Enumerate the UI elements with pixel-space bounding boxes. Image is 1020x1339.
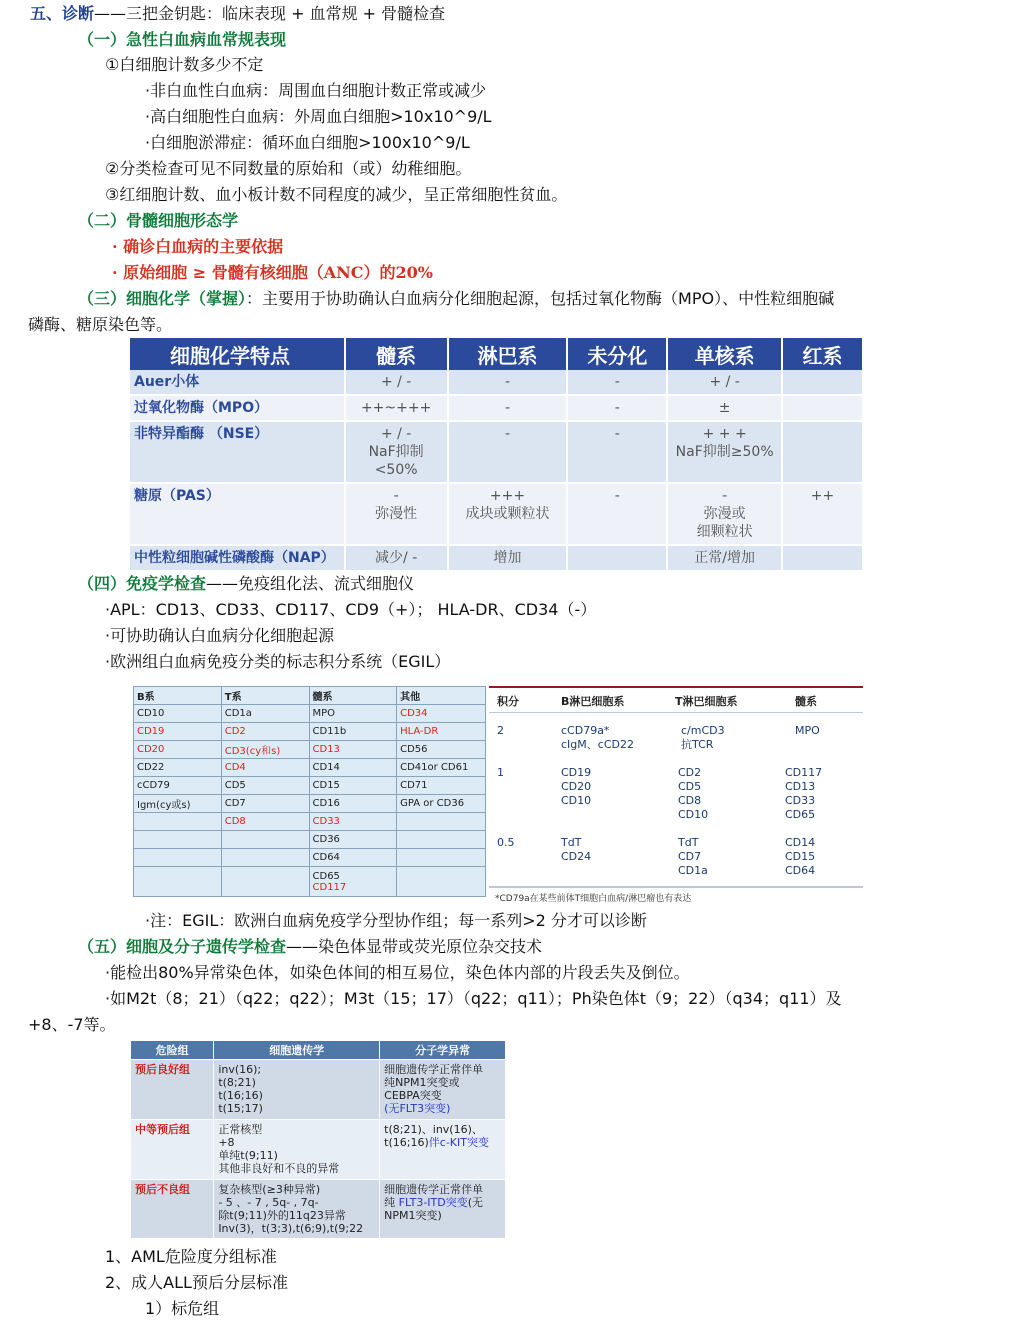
cell-line: 弥漫性 — [375, 506, 418, 522]
table-cell: ± — [667, 395, 782, 421]
table-row — [134, 741, 486, 759]
text-line: ·可协助确认白血病分化细胞起源 — [105, 626, 335, 645]
subsection-title-2: （二）骨髓细胞形态学 — [78, 211, 239, 230]
table-cell — [309, 867, 397, 897]
table-cell: 过氧化物酶（MPO） — [130, 395, 345, 421]
table-row — [134, 813, 486, 831]
table-cell — [782, 395, 863, 421]
subsection-3-text: ：主要用于协助确认白血病分化细胞起源，包括过氧化物酶（MPO）、中性粒细胞碱 — [246, 289, 835, 308]
table-header: 积分 — [497, 695, 519, 708]
table-cell: 减少/ - — [345, 545, 448, 571]
cell-line: CD117 — [312, 881, 347, 893]
table-row — [130, 421, 863, 483]
table-cell — [448, 483, 568, 545]
table-cell: CD1a — [221, 705, 309, 723]
subsection-title-1: （一）急性白血病血常规表现 — [78, 30, 287, 49]
note-line: ·注：EGIL：欧洲白血病免疫学分型协作组；每一系列>2 分才可以诊断 — [145, 911, 647, 930]
table-cell: CD14 CD15 CD64 — [785, 836, 816, 877]
table-header: 细胞化学特点 — [130, 338, 345, 370]
table-cell — [380, 1180, 506, 1239]
table-cell: cCD79a* cIgM、cCD22 — [561, 724, 634, 751]
text-line: 1）标危组 — [145, 1299, 220, 1318]
table-row — [130, 483, 863, 545]
table-cell — [134, 831, 222, 849]
table-cell — [134, 867, 222, 897]
table-cell: ++~+++ — [345, 395, 448, 421]
subsection-title-3: （三）细胞化学（掌握） — [78, 289, 247, 308]
table-cell — [667, 483, 782, 545]
cell-line: NaF抑制 — [368, 444, 424, 460]
table-cell: CD36 — [309, 831, 397, 849]
text-line: ·APL：CD13、CD33、CD117、CD9（+）； HLA-DR、CD34（-） — [105, 600, 597, 619]
cell-text: 细胞遗传学正常伴单 纯 — [384, 1183, 484, 1209]
table-cell: - — [567, 421, 667, 483]
table-cell: MPO — [309, 705, 397, 723]
table-row — [131, 1060, 506, 1120]
text-line: ①白细胞计数多少不定 — [105, 55, 264, 74]
table-header: 髓系 — [795, 695, 817, 708]
cell-line: CD65 — [312, 870, 340, 882]
table-cell — [134, 849, 222, 867]
text-line: ·如M2t（8；21）（q22；q22）；M3t（15；17）（q22；q11）；Ph染色体t（9；22）（q34；q11）及 — [105, 989, 842, 1008]
text-line: 1、AML危险度分组标准 — [105, 1247, 277, 1266]
subsection-5-text: ——染色体显带或荧光原位杂交技术 — [286, 937, 543, 956]
text-line: 2、成人ALL预后分层标准 — [105, 1273, 288, 1292]
table-cell — [134, 813, 222, 831]
table-cell: CD10 — [134, 705, 222, 723]
table-cell: 糖原（PAS） — [130, 483, 345, 545]
table-cell: Auer小体 — [130, 370, 345, 395]
text-line: ·高白细胞性白血病：外周血白细胞>10x10^9/L — [145, 107, 492, 126]
text-line: ③红细胞计数、血小板计数不同程度的减少，呈正常细胞性贫血。 — [105, 185, 568, 204]
table-row — [134, 831, 486, 849]
table-cell — [380, 1060, 506, 1120]
table-cell: CD56 — [397, 741, 486, 759]
table-header: 危险组 — [131, 1041, 214, 1060]
table-cell: GPA or CD36 — [397, 795, 486, 813]
text-line: ·白细胞淤滞症：循环血白细胞>100x10^9/L — [145, 133, 470, 152]
table-cell: CD2 — [221, 723, 309, 741]
table-cell: 增加 — [448, 545, 568, 571]
table-cell: TdT CD7 CD1a — [678, 836, 708, 877]
subsection-3-line — [78, 289, 834, 309]
table-header-row — [131, 1041, 506, 1060]
table-row — [134, 795, 486, 813]
table-cell: CD7 — [221, 795, 309, 813]
table-row — [130, 545, 863, 571]
table-cell: 复杂核型(≥3种异常) - 5 、- 7 , 5q- , 7q- 除t(9;11)外的11q23异常 Inv(3)，t(3;3),t(6;9),t(9;22 — [214, 1180, 380, 1239]
table-cell — [221, 831, 309, 849]
table-cell — [397, 867, 486, 897]
table-cell — [221, 867, 309, 897]
cell-text: FLT3-ITD突变 — [398, 1196, 468, 1209]
table-row — [134, 849, 486, 867]
cell-line: +++ — [489, 488, 526, 504]
cell-text: (无 NPM1突变) — [384, 1196, 484, 1222]
table-header: 其他 — [397, 687, 486, 705]
cell-text: (无FLT3突变) — [384, 1102, 451, 1115]
table-cell — [567, 545, 667, 571]
divider — [489, 886, 863, 887]
table-cell: - — [448, 395, 568, 421]
table-row — [131, 1180, 506, 1239]
table-cell: CD117 CD13 CD33 CD65 — [785, 766, 823, 821]
table-cell: inv(16); t(8;21) t(16;16) t(15;17) — [214, 1060, 380, 1120]
heading-number: 五、诊断 — [30, 4, 95, 23]
table-cell — [667, 421, 782, 483]
cell-line: NaF抑制≥50% — [675, 444, 774, 460]
risk-group: 预后不良组 — [131, 1180, 214, 1239]
table-header-row — [134, 687, 486, 705]
table-cell — [380, 1120, 506, 1180]
table-cell: - — [448, 370, 568, 395]
table-cell: CD71 — [397, 777, 486, 795]
table-cell — [782, 545, 863, 571]
table-cell: CD22 — [134, 759, 222, 777]
table-row — [131, 1120, 506, 1180]
table-cell — [221, 849, 309, 867]
table-cell: CD13 — [309, 741, 397, 759]
table-cell: - — [567, 483, 667, 545]
section-heading — [30, 4, 445, 24]
table-cell: 正常/增加 — [667, 545, 782, 571]
cell-line: + + + — [702, 426, 747, 442]
table-cell: MPO — [795, 724, 820, 737]
table-header: T淋巴细胞系 — [675, 695, 738, 708]
heading-text: ——三把金钥匙：临床表现 + 血常规 + 骨髓检查 — [94, 4, 446, 23]
table-header: 髓系 — [345, 338, 448, 370]
egil-score-table — [489, 686, 863, 904]
table-cell: - — [567, 370, 667, 395]
subsection-4-text: ——免疫组化法、流式细胞仪 — [206, 574, 415, 593]
cell-line: + / - — [380, 426, 412, 442]
table-cell: TdT CD24 — [561, 836, 592, 863]
table-cell — [397, 813, 486, 831]
cell-line: - — [722, 488, 728, 504]
table-cell: CD15 — [309, 777, 397, 795]
cytochemistry-table — [130, 338, 864, 572]
text-line: ·欧洲组白血病免疫分类的标志积分系统（EGIL） — [105, 652, 451, 671]
risk-group: 预后良好组 — [131, 1060, 214, 1120]
table-cell: ++ — [782, 483, 863, 545]
score: 1 — [497, 766, 504, 779]
table-cell — [397, 831, 486, 849]
table-cell: c/mCD3 抗TCR — [681, 724, 725, 751]
subsection-title-4: （四）免疫学检查 — [78, 574, 207, 593]
table-header: T系 — [221, 687, 309, 705]
table-row — [130, 395, 863, 421]
text-line: ·非白血性白血病：周围血白细胞计数正常或减少 — [145, 81, 487, 100]
table-cell: 非特异酯酶 （NSE） — [130, 421, 345, 483]
cell-line: 成块或颗粒状 — [465, 506, 550, 522]
table-header: 分子学异常 — [380, 1041, 506, 1060]
table-cell: + / - — [345, 370, 448, 395]
table-cell: CD4 — [221, 759, 309, 777]
table-cell — [782, 421, 863, 483]
cell-text: 细胞遗传学正常伴单 纯NPM1突变或 CEBPA突变 — [384, 1063, 484, 1102]
table-cell: 正常核型 +8 单纯t(9;11) 其他非良好和不良的异常 — [214, 1120, 380, 1180]
table-header-row — [130, 338, 863, 370]
table-cell: - — [567, 395, 667, 421]
text-line: 磷酶、糖原染色等。 — [28, 315, 173, 334]
table-row — [134, 723, 486, 741]
table-cell: - — [448, 421, 568, 483]
cell-line: - — [393, 488, 399, 504]
subsection-title-5: （五）细胞及分子遗传学检查 — [78, 937, 287, 956]
table-cell — [397, 849, 486, 867]
cell-line: 弥漫或 — [703, 506, 746, 522]
table-cell: + / - — [667, 370, 782, 395]
table-cell: CD14 — [309, 759, 397, 777]
cell-line: 细颗粒状 — [696, 524, 753, 540]
table-row — [130, 370, 863, 395]
score: 2 — [497, 724, 504, 737]
table-header: B淋巴细胞系 — [561, 695, 625, 708]
table-cell: CD19 CD20 CD10 — [561, 766, 592, 807]
table-cell: 中性粒细胞碱性磷酸酶（NAP） — [130, 545, 345, 571]
text-line: ②分类检查可见不同数量的原始和（或）幼稚细胞。 — [105, 159, 472, 178]
red-bullet: · 确诊白血病的主要依据 — [112, 237, 284, 256]
table-cell: HLA-DR — [397, 723, 486, 741]
table-header: 未分化 — [567, 338, 667, 370]
table-cell: CD5 — [221, 777, 309, 795]
table-cell: CD34 — [397, 705, 486, 723]
table-cell — [782, 370, 863, 395]
table-cell: CD11b — [309, 723, 397, 741]
table-cell: CD20 — [134, 741, 222, 759]
table-header: 单核系 — [667, 338, 782, 370]
text-line: +8、-7等。 — [28, 1015, 116, 1034]
table-cell: CD19 — [134, 723, 222, 741]
table-cell: CD33 — [309, 813, 397, 831]
table-cell: CD41or CD61 — [397, 759, 486, 777]
table-row — [134, 867, 486, 897]
divider — [489, 712, 863, 713]
table-header: B系 — [134, 687, 222, 705]
score: 0.5 — [497, 836, 515, 849]
table-cell: CD2 CD5 CD8 CD10 — [678, 766, 709, 821]
table-cell: Igm(cy或s) — [134, 795, 222, 813]
cell-text: 伴c-KIT突变 — [428, 1136, 489, 1149]
table-cell: CD3(cy和s) — [221, 741, 309, 759]
table-cell: CD8 — [221, 813, 309, 831]
risk-group-table — [130, 1040, 506, 1239]
table-header: 淋巴系 — [448, 338, 568, 370]
footnote: *CD79a在某些前体T细胞白血病/淋巴瘤也有表达 — [495, 894, 692, 904]
table-header: 细胞遗传学 — [214, 1041, 380, 1060]
red-bullet: · 原始细胞 ≥ 骨髓有核细胞（ANC）的20% — [112, 263, 433, 282]
table-cell: cCD79 — [134, 777, 222, 795]
text-line: ·能检出80%异常染色体，如染色体间的相互易位，染色体内部的片段丢失及倒位。 — [105, 963, 690, 982]
table-row — [134, 759, 486, 777]
table-cell: CD16 — [309, 795, 397, 813]
table-cell: CD64 — [309, 849, 397, 867]
table-header: 红系 — [782, 338, 863, 370]
cell-text: t(8;21)、inv(16)、 t(16;16) — [384, 1123, 483, 1149]
table-header: 髓系 — [309, 687, 397, 705]
subsection-4-line — [78, 574, 414, 594]
table-cell — [345, 483, 448, 545]
cell-line: <50% — [374, 462, 418, 478]
marker-table — [133, 686, 486, 897]
risk-group: 中等预后组 — [131, 1120, 214, 1180]
table-row — [134, 777, 486, 795]
table-row — [134, 705, 486, 723]
table-cell — [345, 421, 448, 483]
subsection-5-line — [78, 937, 542, 957]
